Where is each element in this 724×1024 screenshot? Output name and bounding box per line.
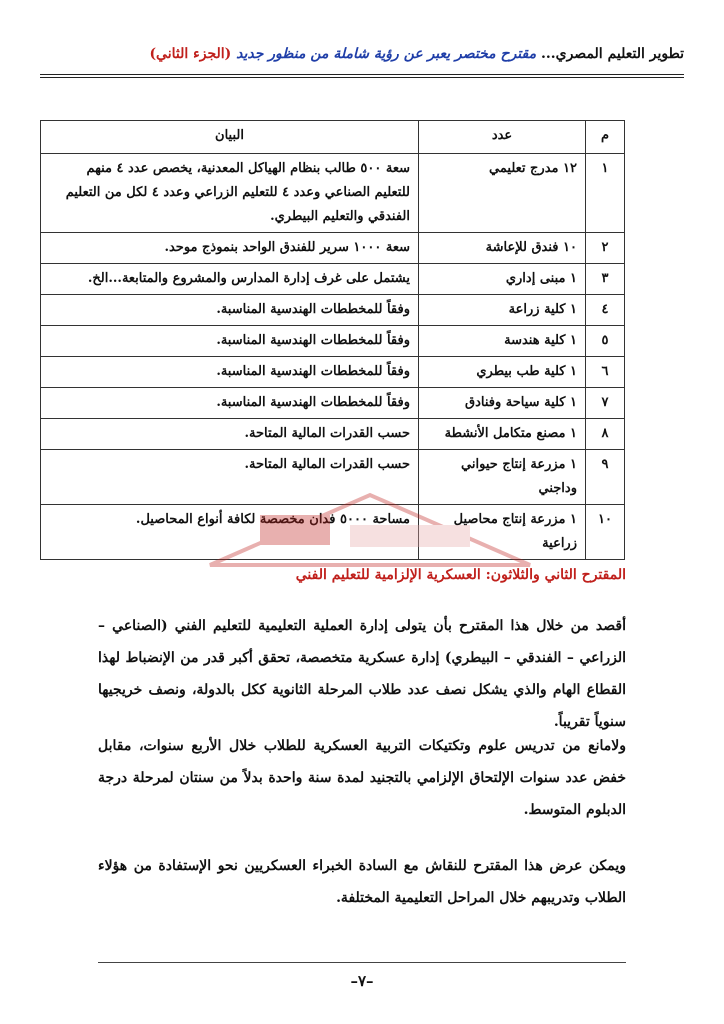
header-part-label: (الجزء الثاني) xyxy=(149,46,232,62)
row-description: مساحة ٥٠٠٠ فدان مخصصة لكافة أنواع المحاصيل. xyxy=(41,505,419,560)
row-number: ١ xyxy=(586,154,625,233)
row-number: ٧ xyxy=(586,388,625,419)
row-count: ١٢ مدرج تعليمي xyxy=(419,154,586,233)
row-count: ١ كلية سياحة وفنادق xyxy=(419,388,586,419)
table-row xyxy=(41,357,625,388)
row-description: حسب القدرات المالية المتاحة. xyxy=(41,450,419,505)
row-number: ٩ xyxy=(586,450,625,505)
column-header-number: م xyxy=(586,121,625,154)
table-row xyxy=(41,264,625,295)
table-row xyxy=(41,450,625,505)
row-number: ٥ xyxy=(586,326,625,357)
row-count: ١ مبنى إداري xyxy=(419,264,586,295)
row-description: حسب القدرات المالية المتاحة. xyxy=(41,419,419,450)
row-description: وفقاً للمخططات الهندسية المناسبة. xyxy=(41,388,419,419)
row-count: ١ مصنع متكامل الأنشطة xyxy=(419,419,586,450)
table-row xyxy=(41,154,625,233)
row-number: ٣ xyxy=(586,264,625,295)
row-description: وفقاً للمخططات الهندسية المناسبة. xyxy=(41,326,419,357)
row-count: ١٠ فندق للإعاشة xyxy=(419,233,586,264)
header-title: تطوير التعليم المصري... xyxy=(541,46,684,62)
row-number: ٨ xyxy=(586,419,625,450)
table-row xyxy=(41,419,625,450)
row-description: وفقاً للمخططات الهندسية المناسبة. xyxy=(41,295,419,326)
row-description: سعة ١٠٠٠ سرير للفندق الواحد بنموذج موحد. xyxy=(41,233,419,264)
table-row xyxy=(41,505,625,560)
paragraph: أقصد من خلال هذا المقترح بأن يتولى إدارة العملية التعليمية للتعليم الفني (الصناعي – الزراعي – الفندقي – البيطري) إدارة عسكرية متخصصة، تحقق أكبر قدر من الإنضباط لهذا القطاع الهام والذي يشكل نصف عدد طلاب المرحلة الثانوية ككل بالدولة، ونصف خريجيها سنوياً تقريباً. xyxy=(98,618,626,730)
facilities-table xyxy=(40,120,625,560)
page-number: –٧– xyxy=(350,972,374,990)
row-number: ٢ xyxy=(586,233,625,264)
row-number: ٤ xyxy=(586,295,625,326)
row-description: وفقاً للمخططات الهندسية المناسبة. xyxy=(41,357,419,388)
row-description: يشتمل على غرف إدارة المدارس والمشروع والمتابعة...الخ. xyxy=(41,264,419,295)
row-number: ٦ xyxy=(586,357,625,388)
row-count: ١ كلية زراعة xyxy=(419,295,586,326)
row-number: ١٠ xyxy=(586,505,625,560)
footer-rule xyxy=(98,962,626,963)
row-count: ١ مزرعة إنتاج محاصيل زراعية xyxy=(419,505,586,560)
table-header-row xyxy=(41,121,625,154)
running-header xyxy=(40,46,684,62)
paragraph: ويمكن عرض هذا المقترح للنقاش مع السادة الخبراء العسكريين نحو الإستفادة من هؤلاء الطلاب وتدريبهم خلال المراحل التعليمية المختلفة. xyxy=(98,858,626,906)
table-row xyxy=(41,388,625,419)
column-header-count: عدد xyxy=(419,121,586,154)
table-row xyxy=(41,233,625,264)
header-subtitle: مقترح مختصر يعبر عن رؤية شاملة من منظور جديد xyxy=(231,46,541,62)
row-count: ١ كلية طب بيطري xyxy=(419,357,586,388)
row-count: ١ مزرعة إنتاج حيواني وداجني xyxy=(419,450,586,505)
table-row xyxy=(41,295,625,326)
table-row xyxy=(41,326,625,357)
row-count: ١ كلية هندسة xyxy=(419,326,586,357)
header-rule xyxy=(40,74,684,78)
row-description: سعة ٥٠٠ طالب بنظام الهياكل المعدنية، يخصص عدد ٤ منهم للتعليم الصناعي وعدد ٤ للتعليم الزراعي وعدد ٤ لكل من التعليم الفندقي والتعليم البيطري. xyxy=(41,154,419,233)
paragraph: ولامانع من تدريس علوم وتكتيكات التربية العسكرية للطلاب خلال الأربع سنوات، مقابل خفض عدد سنوات الإلتحاق الإلزامي بالتجنيد لمدة سنة واحدة بدلاً من سنتان لمرحلة درجة الدبلوم المتوسط. xyxy=(98,738,626,818)
column-header-description: البيان xyxy=(41,121,419,154)
section-title: المقترح الثاني والثلاثون: العسكرية الإلزامية للتعليم الفني xyxy=(295,567,626,583)
